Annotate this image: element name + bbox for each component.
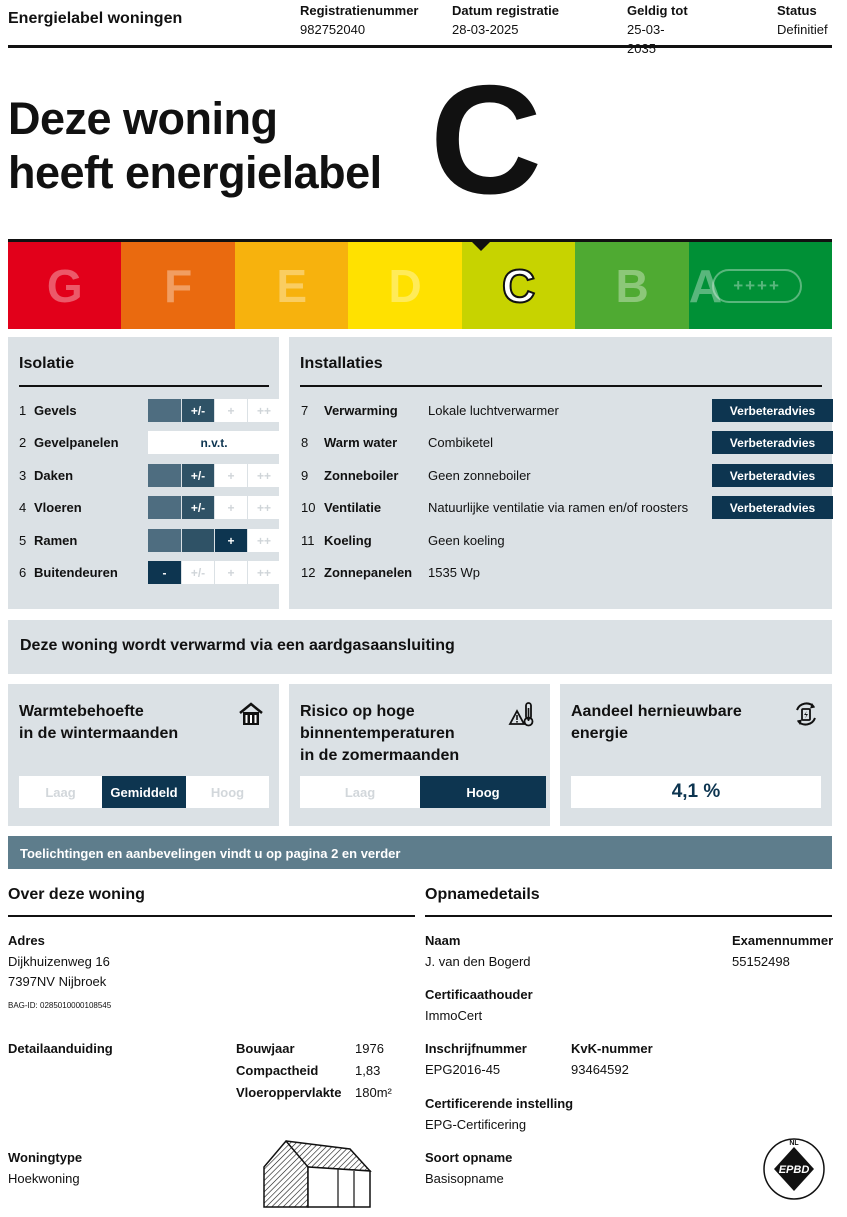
installatie-row [301, 464, 821, 487]
instelling-value: EPG-Certificering [425, 1117, 527, 1132]
document-header [8, 0, 832, 56]
scale-option-hoog: Hoog [420, 776, 546, 808]
scale-cell [148, 464, 181, 487]
installaties-title: Installaties [300, 355, 383, 372]
svg-text:NL: NL [789, 1140, 799, 1147]
installatie-row [301, 431, 821, 454]
row-name: Buitendeuren [34, 565, 118, 580]
certificaathouder-label: Certificaathouder [425, 987, 533, 1002]
isolatie-scale [148, 464, 280, 487]
opname-section-title: Opnamedetails [425, 886, 540, 903]
compactheid-label: Compactheid [236, 1063, 319, 1078]
datum-registratie-block: Datum registratie 28-03-2025 [452, 3, 559, 37]
epbd-logo [760, 1135, 828, 1203]
info-banner: Toelichtingen en aanbevelingen vindt u op pagina 2 en verder [8, 836, 832, 869]
row-description: 1535 Wp [428, 565, 481, 580]
scale-cell: + [214, 464, 247, 487]
label-letter: F [164, 259, 193, 312]
scale-option-laag: Laag [45, 784, 76, 800]
scale-cell: +/- [181, 496, 214, 519]
isolatie-row [19, 464, 269, 487]
vloeroppervlakte-label: Vloeroppervlakte [236, 1085, 342, 1100]
row-name: Verwarming [324, 403, 398, 418]
row-name: Warm water [324, 435, 398, 450]
installaties-panel [289, 337, 832, 609]
bouwjaar-value: 1976 [355, 1041, 384, 1056]
scale-cell [148, 399, 181, 422]
bouwjaar-label: Bouwjaar [236, 1041, 295, 1056]
scale-cell: + [214, 529, 247, 552]
adres-street: Dijkhuizenweg 16 [8, 954, 110, 969]
inschrijfnummer-label: Inschrijfnummer [425, 1041, 527, 1056]
row-number: 8 [301, 435, 309, 450]
row-description: Geen zonneboiler [428, 468, 531, 483]
row-number: 7 [301, 403, 309, 418]
warmtebehoefte-scale [19, 776, 269, 808]
registratienummer-block: Registratienummer 982752040 [300, 3, 419, 37]
row-name: Zonnepanelen [324, 565, 413, 580]
label-letter: C [501, 259, 536, 312]
divider [425, 915, 832, 917]
row-name: Koeling [324, 533, 372, 548]
isolatie-scale [148, 431, 280, 454]
inschrijfnummer-value: EPG2016-45 [425, 1062, 501, 1077]
naam-label: Naam [425, 933, 461, 948]
kvk-label: KvK-nummer [571, 1041, 653, 1056]
scale-cell: - [148, 561, 181, 584]
scale-cell: +/- [181, 399, 214, 422]
compactheid-value: 1,83 [355, 1063, 381, 1078]
divider [19, 385, 269, 387]
row-description: Lokale luchtverwarmer [428, 403, 559, 418]
scale-cell: ++ [247, 529, 280, 552]
scale-cell [148, 529, 181, 552]
isolatie-row [19, 496, 269, 519]
row-name: Daken [34, 468, 74, 483]
woning-section-title: Over deze woning [8, 886, 145, 903]
label-letter: B [615, 259, 649, 312]
label-segment-d [348, 242, 461, 329]
house-heating-icon [237, 700, 265, 728]
verbeteradvies-button[interactable]: Verbeteradvies [712, 431, 833, 454]
isolatie-row [19, 529, 269, 552]
row-description: Natuurlijke ventilatie via ramen en/of roosters [428, 500, 689, 515]
corner-house-icon [262, 1137, 374, 1209]
row-number: 3 [19, 468, 27, 483]
status-block: Status Definitief [777, 3, 828, 37]
woningtype-value: Hoekwoning [8, 1171, 80, 1186]
row-name: Gevels [34, 403, 77, 418]
risico-scale [300, 776, 546, 808]
installatie-row [301, 529, 821, 552]
scale-option-gemiddeld: Gemiddeld [102, 776, 186, 808]
warmtebehoefte-card: Warmtebehoefte in de wintermaanden Laag Gemiddeld Hoog [8, 684, 279, 826]
installatie-row [301, 496, 821, 519]
isolatie-scale [148, 529, 280, 552]
label-segment-a [689, 242, 832, 329]
woningtype-label: Woningtype [8, 1150, 83, 1165]
label-segment-b [575, 242, 688, 329]
certificaathouder-value: ImmoCert [425, 1008, 483, 1023]
gas-connection-banner: Deze woning wordt verwarmd via een aardgasaansluiting [8, 620, 832, 674]
geldig-tot-value: 25-03-2035 [627, 22, 665, 56]
isolatie-panel [8, 337, 279, 609]
document-title: Energielabel woningen [8, 10, 183, 27]
row-number: 6 [19, 565, 27, 580]
hero-heading: Deze woning heeft energielabel [8, 93, 382, 198]
examennummer-value: 55152498 [732, 954, 790, 969]
scale-cell: ++ [247, 464, 280, 487]
scale-cell: + [214, 399, 247, 422]
row-number: 4 [19, 500, 27, 515]
label-segment-c [462, 242, 575, 329]
geldig-tot-block: Geldig tot 25-03-2035 [627, 3, 688, 56]
label-letter: E [276, 259, 308, 312]
label-segment-f [121, 242, 234, 329]
isolatie-scale [148, 496, 280, 519]
svg-text:EPBD: EPBD [778, 1164, 810, 1176]
row-description: Combiketel [428, 435, 494, 450]
risico-card: Risico op hoge binnentemperaturen in de zomermaanden Laag Hoog [289, 684, 550, 826]
row-number: 5 [19, 533, 27, 548]
status-value: Definitief [777, 22, 828, 37]
energy-label-letter: C [430, 53, 542, 226]
verbeteradvies-button[interactable]: Verbeteradvies [712, 496, 833, 519]
naam-value: J. van den Bogerd [425, 954, 531, 969]
vloeroppervlakte-value: 180m² [355, 1085, 392, 1100]
thermometer-warning-icon [508, 700, 536, 728]
isolatie-scale [148, 561, 280, 584]
divider [300, 385, 822, 387]
installatie-row [301, 561, 821, 584]
examennummer-label: Examennummer [732, 933, 834, 948]
adres-postcode: 7397NV Nijbroek [8, 974, 107, 989]
active-label-pointer-icon [469, 239, 493, 251]
row-number: 10 [301, 500, 316, 515]
scale-option-laag: Laag [344, 784, 376, 800]
kvk-value: 93464592 [571, 1062, 629, 1077]
scale-cell: ++ [247, 496, 280, 519]
isolatie-title: Isolatie [19, 355, 75, 372]
scale-cell: ++ [247, 561, 280, 584]
label-letter: A [688, 259, 723, 312]
divider [8, 915, 415, 917]
verbeteradvies-button[interactable]: Verbeteradvies [712, 399, 833, 422]
nvt-value: n.v.t. [148, 431, 280, 454]
hernieuwbaar-card: Aandeel hernieuwbare energie 4,1 % [560, 684, 832, 826]
label-segment-e [235, 242, 348, 329]
detailaanduiding-label: Detailaanduiding [8, 1041, 113, 1056]
isolatie-row [19, 399, 269, 422]
registratienummer-value: 982752040 [300, 22, 366, 37]
label-segment-g [8, 242, 121, 329]
instelling-label: Certificerende instelling [425, 1096, 574, 1111]
label-letter: D [388, 259, 422, 312]
scale-cell [181, 529, 214, 552]
isolatie-scale [148, 399, 280, 422]
row-name: Ramen [34, 533, 78, 548]
scale-cell: +/- [181, 561, 214, 584]
soort-opname-value: Basisopname [425, 1171, 504, 1186]
row-name: Gevelpanelen [34, 435, 119, 450]
bag-id: BAG-ID: 0285010000108545 [8, 1001, 112, 1010]
renewable-cycle-icon [792, 700, 820, 728]
energy-label-scale [8, 239, 832, 329]
verbeteradvies-button[interactable]: Verbeteradvies [712, 464, 833, 487]
row-number: 1 [19, 403, 27, 418]
adres-label: Adres [8, 933, 45, 948]
installatie-row [301, 399, 821, 422]
row-number: 2 [19, 435, 27, 450]
scale-cell: + [214, 561, 247, 584]
row-number: 9 [301, 468, 309, 483]
soort-opname-label: Soort opname [425, 1150, 513, 1165]
isolatie-row [19, 431, 269, 454]
scale-cell [148, 496, 181, 519]
scale-cell: + [214, 496, 247, 519]
label-plus-indicator: ++++ [712, 269, 802, 303]
datum-registratie-value: 28-03-2025 [452, 22, 519, 37]
hernieuwbaar-value: 4,1 % [571, 776, 821, 808]
row-number: 12 [301, 565, 316, 580]
scale-cell: ++ [247, 399, 280, 422]
row-name: Vloeren [34, 500, 82, 515]
row-description: Geen koeling [428, 533, 505, 548]
row-name: Ventilatie [324, 500, 382, 515]
row-name: Zonneboiler [324, 468, 399, 483]
scale-option-hoog: Hoog [210, 784, 245, 800]
label-letter: G [46, 259, 83, 312]
row-number: 11 [301, 533, 315, 548]
isolatie-row [19, 561, 269, 584]
scale-cell: +/- [181, 464, 214, 487]
